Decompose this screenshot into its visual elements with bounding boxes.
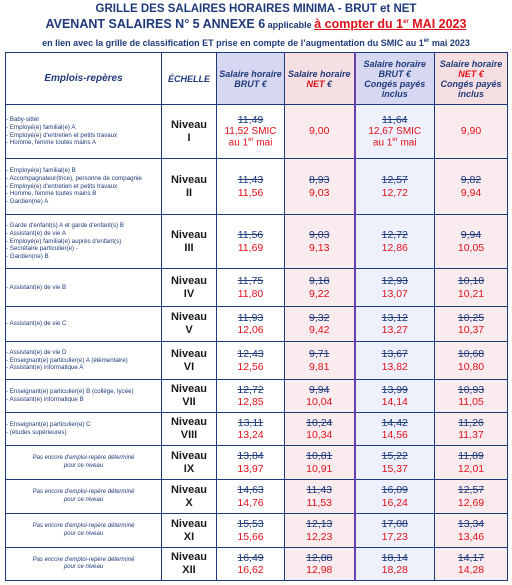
brut-cell <box>217 159 285 215</box>
cp-net-new-value: 11,37 <box>458 429 484 441</box>
header-cp-net-line1: Salaire horaire <box>439 58 503 69</box>
subtitle-date-end: MAI 2023 <box>408 17 467 31</box>
cp-net-cell <box>435 380 508 413</box>
cp-net-new-value: 12,01 <box>457 462 485 475</box>
niveau-roman: X <box>185 496 193 509</box>
cp-net-cell <box>435 446 508 480</box>
table-row <box>6 269 508 307</box>
net-new-value: 9,00 <box>309 125 330 138</box>
emplois-cell <box>6 105 162 159</box>
net-old-value: 9,18 <box>309 275 330 288</box>
niveau-roman: III <box>184 241 194 254</box>
note-end: mai 2023 <box>429 38 470 48</box>
cp-brut-old-value: 18,14 <box>381 551 408 564</box>
niveau-roman: XII <box>182 564 196 576</box>
document-note <box>0 38 512 48</box>
cp-net-old-value: 12,57 <box>457 484 485 497</box>
net-new-value: 10,91 <box>306 462 333 475</box>
brut-old-value: 15,53 <box>237 518 264 531</box>
brut-new-value: 11,69 <box>237 241 264 254</box>
subtitle-date <box>314 17 466 31</box>
brut-new-value: 16,62 <box>237 564 264 576</box>
cp-brut-new-value: 16,24 <box>381 496 408 509</box>
cp-net-old-value: 10,25 <box>457 311 485 324</box>
net-old-value: 9,71 <box>309 348 330 361</box>
emplois-cell <box>6 307 162 342</box>
cp-net-cell <box>435 342 508 380</box>
net-new-value: 12,23 <box>306 530 333 543</box>
subtitle-applicable: applicable <box>265 20 315 30</box>
table-row <box>6 514 508 548</box>
niveau-label: Niveau <box>170 173 208 186</box>
table-row <box>6 480 508 514</box>
table-row <box>6 159 508 215</box>
no-emploi-note: Pas encore d'emploi-repère déterminé <box>32 523 135 529</box>
cp-net-new-value: 11,05 <box>458 396 484 408</box>
header-brut: Salaire horaire BRUT € <box>217 53 285 105</box>
niveau-cell <box>162 269 217 307</box>
cp-net-cell <box>435 307 508 342</box>
emplois-item: - Employé(e) d'entretien et petits travaux <box>6 132 161 140</box>
cp-brut-cell <box>355 380 435 413</box>
brut-new-value: 15,66 <box>237 530 264 543</box>
brut-note-b: mai <box>253 137 273 149</box>
brut-old-value: 13,11 <box>237 416 264 429</box>
cp-net-new-value: 10,37 <box>457 324 485 336</box>
emplois-item: - Enseignant(e) particulier(e) B (collège, lycée) <box>6 388 161 396</box>
cp-net-new-value: 9,90 <box>460 125 482 138</box>
brut-cell <box>217 269 285 307</box>
brut-cell <box>217 413 285 446</box>
cp-brut-cell <box>355 446 435 480</box>
cp-brut-old-value: 14,42 <box>381 416 408 429</box>
net-new-value: 10,04 <box>306 396 333 408</box>
emplois-item: - Assistant(e) de vie D <box>6 349 161 357</box>
cp-net-cell <box>435 105 508 159</box>
brut-cell <box>217 380 285 413</box>
cp-brut-note-sup: er <box>392 137 398 144</box>
brut-cell <box>217 480 285 514</box>
cp-brut-old-value: 12,93 <box>381 275 408 288</box>
cp-net-new-value: 10,05 <box>457 241 485 254</box>
net-cell <box>285 105 355 159</box>
cp-brut-note-b: mai <box>397 137 417 149</box>
niveau-cell <box>162 105 217 159</box>
cp-net-cell <box>435 548 508 581</box>
cp-brut-new-value: 13,07 <box>381 287 408 300</box>
niveau-cell <box>162 159 217 215</box>
table-row <box>6 307 508 342</box>
emplois-cell <box>6 380 162 413</box>
niveau-cell <box>162 215 217 269</box>
no-emploi-note: Pas encore d'emploi-repère déterminé <box>32 556 135 563</box>
niveau-label: Niveau <box>170 383 208 396</box>
cp-net-cell <box>435 269 508 307</box>
emplois-cell <box>6 159 162 215</box>
emplois-cell <box>6 342 162 380</box>
no-emploi-note-2: pour ce niveau <box>63 564 104 570</box>
cp-brut-old-value: 16,09 <box>381 484 408 497</box>
cp-brut-cell <box>355 413 435 446</box>
brut-cell <box>217 307 285 342</box>
emplois-item: - Assistant(e) de vie A <box>6 230 161 238</box>
no-emploi-note-2: pour ce niveau <box>63 496 104 503</box>
niveau-roman: IX <box>183 462 195 475</box>
cp-brut-new-value: 18,28 <box>381 564 408 576</box>
niveau-label: Niveau <box>170 517 208 530</box>
net-cell <box>285 514 355 548</box>
niveau-cell <box>162 307 217 342</box>
header-cp-brut <box>355 53 435 105</box>
cp-net-old-value: 11,89 <box>458 450 484 463</box>
brut-new-value: 14,76 <box>237 496 264 509</box>
brut-cell <box>217 105 285 159</box>
net-old-value: 11,43 <box>306 484 332 497</box>
net-new-value: 9,42 <box>309 324 330 336</box>
emplois-item: - Assistant(e) de vie C <box>6 320 161 328</box>
document-title: GRILLE DES SALAIRES HORAIRES MINIMA - BRUT et NET <box>95 3 417 15</box>
emplois-item: - Gardien(ne) B <box>6 253 161 261</box>
emplois-item: - Assistant(e) de vie B <box>6 284 161 292</box>
niveau-roman: IV <box>183 287 195 300</box>
cp-brut-old-value: 12,57 <box>381 174 408 187</box>
table-row <box>6 413 508 446</box>
cp-brut-new-value: 13,27 <box>381 324 408 336</box>
niveau-label: Niveau <box>170 311 208 324</box>
brut-old-value: 11,93 <box>237 311 264 324</box>
brut-new-value: 11,52 SMIC <box>224 125 277 137</box>
cp-net-old-value: 11,26 <box>458 416 484 429</box>
niveau-cell <box>162 480 217 514</box>
cp-net-cell <box>435 514 508 548</box>
cp-net-new-value: 12,69 <box>457 496 485 509</box>
cp-brut-old-value: 15,22 <box>381 450 408 463</box>
header-echelle: ÉCHELLE <box>162 53 217 105</box>
table-row <box>6 215 508 269</box>
niveau-cell <box>162 342 217 380</box>
niveau-roman: II <box>185 186 193 199</box>
niveau-cell <box>162 514 217 548</box>
header-cp-net-line2: Congés payés inclus <box>440 78 502 99</box>
note-text: en lien avec la grille de classification ET prise en compte de l’augmentation du SMIC au 1 <box>42 38 424 48</box>
niveau-roman: VIII <box>180 429 198 441</box>
header-emplois: Emplois-repères <box>6 53 162 105</box>
emplois-item: - Gardien(ne) A <box>6 198 161 206</box>
emplois-cell <box>6 269 162 307</box>
cp-brut-smic-note <box>356 137 435 149</box>
brut-new-value: 12,06 <box>237 324 264 336</box>
cp-brut-new-value: 14,14 <box>381 396 408 408</box>
brut-old-value: 11,75 <box>237 275 264 288</box>
cp-net-old-value: 14,17 <box>457 551 485 564</box>
brut-new-value: 13,24 <box>237 429 264 441</box>
cp-net-new-value: 10,80 <box>457 360 485 373</box>
cp-brut-new-value: 12,67 SMIC <box>368 125 422 137</box>
net-cell <box>285 413 355 446</box>
net-old-value: 10,24 <box>306 416 333 429</box>
cp-net-cell <box>435 159 508 215</box>
niveau-label: Niveau <box>170 228 208 241</box>
niveau-roman: VI <box>183 360 195 373</box>
net-cell <box>285 548 355 581</box>
brut-note-a: au 1 <box>228 137 249 149</box>
no-emploi-note: Pas encore d'emploi-repère déterminé <box>32 489 135 495</box>
net-new-value: 9,13 <box>309 241 330 254</box>
table-row <box>6 548 508 581</box>
cp-brut-cell <box>355 215 435 269</box>
cp-brut-new-value: 14,56 <box>381 429 408 441</box>
cp-net-new-value: 14,28 <box>457 564 485 576</box>
net-old-value: 12,88 <box>306 551 333 564</box>
cp-brut-cell <box>355 548 435 581</box>
cp-brut-old-value: 11,64 <box>382 113 408 126</box>
net-old-value: 12,13 <box>306 518 333 531</box>
emplois-item: - Secrétaire particulier(e) - <box>6 245 161 253</box>
brut-note-sup: er <box>248 137 254 144</box>
brut-cell <box>217 514 285 548</box>
cp-net-old-value: 9,94 <box>460 229 482 242</box>
emplois-cell <box>6 548 162 581</box>
cp-net-new-value: 10,21 <box>457 287 485 300</box>
brut-old-value: 11,49 <box>237 113 264 126</box>
cp-brut-cell <box>355 480 435 514</box>
net-new-value: 9,81 <box>309 360 330 373</box>
cp-brut-old-value: 17,08 <box>381 518 408 531</box>
header-cp-brut-line1: Salaire horaire BRUT € <box>363 58 427 79</box>
cp-brut-note-a: au 1 <box>372 137 393 149</box>
net-cell <box>285 380 355 413</box>
cp-brut-new-value: 12,86 <box>381 241 408 254</box>
emplois-item: - Assistant(e) informatique A <box>6 364 161 372</box>
net-new-value: 11,53 <box>306 496 332 509</box>
brut-cell <box>217 446 285 480</box>
emplois-item: - Employé(e) familial(e) B <box>6 167 161 175</box>
net-cell <box>285 342 355 380</box>
niveau-label: Niveau <box>170 118 208 131</box>
brut-old-value: 11,56 <box>237 229 264 242</box>
cp-brut-cell <box>355 514 435 548</box>
no-emploi-note-2: pour ce niveau <box>63 462 104 469</box>
cp-brut-cell <box>355 342 435 380</box>
net-new-value: 9,22 <box>309 287 330 300</box>
cp-brut-new-value: 12,72 <box>381 186 408 199</box>
net-old-value: 9,03 <box>309 229 330 242</box>
niveau-label: Niveau <box>170 449 208 462</box>
niveau-roman: XI <box>183 530 195 543</box>
niveau-cell <box>162 413 217 446</box>
brut-old-value: 14,63 <box>237 484 264 497</box>
emplois-item: - Employé(e) familial(e) auprès d'enfant(s) <box>6 238 161 246</box>
brut-cell <box>217 342 285 380</box>
table-row <box>6 105 508 159</box>
emplois-item: - Employé(e) familial(e) A <box>6 124 161 132</box>
brut-new-value: 13,97 <box>237 462 264 475</box>
emplois-item: - Accompagnateur(trice), personne de compagnie <box>6 175 161 183</box>
brut-new-value: 11,56 <box>237 186 264 199</box>
niveau-cell <box>162 380 217 413</box>
net-cell <box>285 159 355 215</box>
cp-brut-old-value: 12,72 <box>381 229 408 242</box>
brut-new-value: 12,85 <box>237 396 264 408</box>
cp-brut-cell <box>355 159 435 215</box>
emplois-item: - Homme, femme toutes mains A <box>6 139 161 147</box>
niveau-roman: V <box>185 324 193 336</box>
brut-cell <box>217 548 285 581</box>
net-new-value: 9,03 <box>309 186 330 199</box>
cp-brut-cell <box>355 269 435 307</box>
brut-smic-note <box>217 137 284 149</box>
header-cp-net-red: NET € <box>458 68 484 79</box>
niveau-label: Niveau <box>170 274 208 287</box>
niveau-cell <box>162 548 217 581</box>
brut-new-value: 12,56 <box>237 360 264 373</box>
net-cell <box>285 307 355 342</box>
emplois-item: - Baby-sitter <box>6 116 161 124</box>
table-row <box>6 446 508 480</box>
table-row <box>6 380 508 413</box>
niveau-cell <box>162 446 217 480</box>
emplois-cell <box>6 446 162 480</box>
subtitle-date-sup: er <box>403 18 409 25</box>
cp-brut-old-value: 13,67 <box>381 348 408 361</box>
net-cell <box>285 480 355 514</box>
cp-net-cell <box>435 480 508 514</box>
net-cell <box>285 446 355 480</box>
cp-net-new-value: 9,94 <box>460 186 482 199</box>
niveau-label: Niveau <box>170 347 208 360</box>
brut-old-value: 16,49 <box>237 551 264 564</box>
emplois-item: - Assistant(e) informatique B <box>6 396 161 404</box>
header-cp-brut-line2: Congés payés inclus <box>364 78 426 99</box>
brut-old-value: 11,43 <box>237 174 264 187</box>
emplois-item: - Enseignant(e) particulier(e) C <box>6 421 161 429</box>
table-header-row <box>6 53 508 105</box>
cp-brut-new-value: 15,37 <box>381 462 408 475</box>
no-emploi-note-2: pour ce niveau <box>63 530 104 537</box>
salary-grid-table <box>5 52 508 581</box>
table-row <box>6 342 508 380</box>
cp-net-old-value: 13,34 <box>457 518 485 531</box>
emplois-cell <box>6 215 162 269</box>
net-old-value: 10,81 <box>306 450 333 463</box>
cp-net-new-value: 13,46 <box>457 530 485 543</box>
emplois-item: - Homme, femme toutes mains B <box>6 190 161 198</box>
cp-net-old-value: 10,10 <box>457 275 485 288</box>
net-new-value: 10,34 <box>306 429 333 441</box>
subtitle-date-start: à compter du 1 <box>314 17 404 31</box>
net-cell <box>285 269 355 307</box>
niveau-label: Niveau <box>170 483 208 496</box>
cp-brut-cell <box>355 307 435 342</box>
niveau-label: Niveau <box>170 416 208 429</box>
emplois-item: - Employé(e) d'entretien et petits travaux <box>6 183 161 191</box>
header-net <box>285 53 355 105</box>
net-old-value: 9,32 <box>309 311 330 324</box>
emplois-cell <box>6 480 162 514</box>
cp-net-old-value: 9,82 <box>460 174 482 187</box>
cp-brut-new-value: 17,23 <box>381 530 408 543</box>
header-net-prefix: Salaire horaire <box>287 68 351 79</box>
emplois-item: - (études supérieures) <box>6 429 161 437</box>
net-old-value: 8,93 <box>309 174 330 187</box>
cp-brut-new-value: 13,82 <box>381 360 408 373</box>
emplois-item: - Enseignant(e) particulier(e) A (élémentaire) <box>6 357 161 365</box>
header-net-red: NET <box>306 78 325 89</box>
cp-net-old-value: 10,68 <box>457 348 485 361</box>
brut-old-value: 12,43 <box>237 348 264 361</box>
cp-brut-cell <box>355 105 435 159</box>
note-sup: er <box>423 38 430 44</box>
no-emploi-note: Pas encore d'emploi-repère déterminé <box>32 455 135 461</box>
cp-brut-old-value: 13,12 <box>381 311 408 324</box>
emplois-item: - Garde d'enfant(s) A et garde d'enfant(s) B <box>6 222 161 230</box>
niveau-roman: VII <box>182 396 196 408</box>
cp-net-cell <box>435 413 508 446</box>
document-subtitle <box>0 18 512 31</box>
emplois-cell <box>6 413 162 446</box>
header-cp-net <box>435 53 508 105</box>
cp-brut-old-value: 13,99 <box>381 383 408 396</box>
niveau-roman: I <box>187 131 191 144</box>
brut-old-value: 13,84 <box>237 450 264 463</box>
emplois-cell <box>6 514 162 548</box>
net-old-value: 9,94 <box>309 383 330 396</box>
header-net-suffix: € <box>324 78 332 89</box>
brut-cell <box>217 215 285 269</box>
cp-net-old-value: 10,93 <box>457 383 485 396</box>
cp-net-cell <box>435 215 508 269</box>
subtitle-start: AVENANT SALAIRES N° 5 ANNEXE 6 <box>45 17 266 31</box>
niveau-label: Niveau <box>170 551 208 564</box>
brut-old-value: 12,72 <box>237 383 264 396</box>
net-new-value: 12,98 <box>306 564 333 576</box>
net-cell <box>285 215 355 269</box>
brut-new-value: 11,80 <box>237 287 264 300</box>
